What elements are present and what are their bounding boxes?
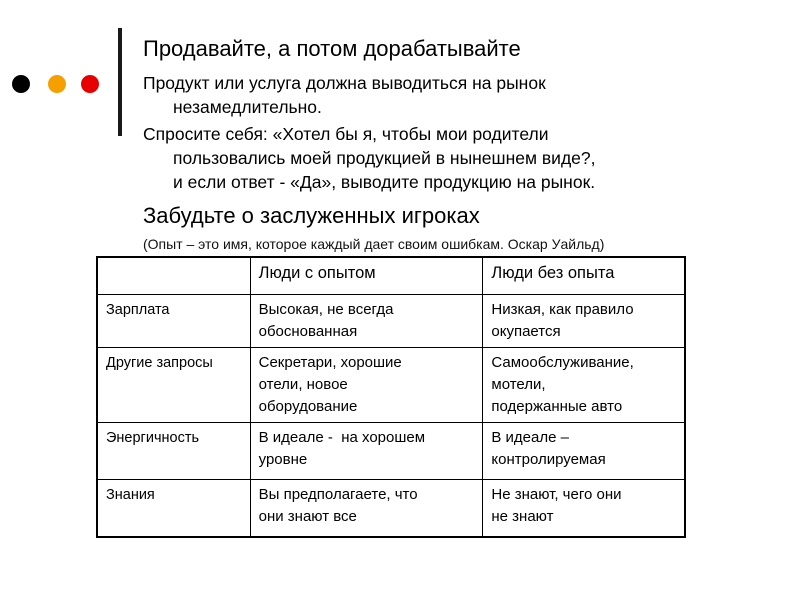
cell-line: не знают: [491, 507, 554, 525]
row-label: Энергичность: [97, 422, 250, 479]
table-row: [97, 479, 685, 537]
red-dot-icon: [81, 75, 99, 93]
table-row: [97, 347, 685, 422]
slide-heading-forget-veterans: Забудьте о заслуженных игроках: [143, 203, 480, 228]
cell-line: Не знают, чего они: [491, 485, 622, 503]
accent-vertical-bar: [118, 28, 122, 136]
cell-experienced: [250, 294, 483, 347]
row-label: Другие запросы: [97, 347, 250, 422]
cell-line: Секретари, хорошие: [258, 353, 402, 371]
black-dot-icon: [12, 75, 30, 93]
cell-line: мотели,: [491, 375, 546, 393]
paragraph-line: Продукт или услуга должна выводиться на рынок: [143, 73, 546, 93]
comparison-table: [96, 256, 686, 538]
cell-line: В идеале - на хорошем: [258, 428, 426, 446]
cell-experienced: [250, 422, 483, 479]
cell-inexperienced: [483, 422, 685, 479]
cell-line: контролируемая: [491, 450, 606, 468]
table-row: [97, 422, 685, 479]
paragraph-launch-immediately: [143, 71, 743, 119]
paragraph-line: и если ответ - «Да», выводите продукцию на рынок.: [173, 172, 596, 192]
cell-line: обоснованная: [258, 322, 358, 340]
cell-line: Высокая, не всегда: [258, 300, 394, 318]
paragraph-line: пользовались моей продукцией в нынешнем виде?,: [173, 148, 596, 168]
cell-line: оборудование: [258, 397, 358, 415]
cell-inexperienced: [483, 347, 685, 422]
cell-inexperienced: [483, 479, 685, 537]
table-row: [97, 294, 685, 347]
cell-experienced: [250, 479, 483, 537]
header-inexperienced: Люди без опыта: [483, 257, 685, 294]
paragraph-line: незамедлительно.: [173, 97, 322, 117]
cell-experienced: [250, 347, 483, 422]
cell-line: отели, новое: [258, 375, 348, 393]
orange-dot-icon: [48, 75, 66, 93]
cell-line: уровне: [258, 450, 308, 468]
cell-inexperienced: [483, 294, 685, 347]
cell-line: Вы предполагаете, что: [258, 485, 418, 503]
table-header-row: [97, 257, 685, 294]
cell-line: подержанные авто: [491, 397, 623, 415]
cell-line: они знают все: [258, 507, 357, 525]
cell-line: окупается: [491, 322, 561, 340]
header-experienced: Люди с опытом: [250, 257, 483, 294]
slide-heading-sell-first: Продавайте, а потом дорабатывайте: [143, 36, 521, 61]
wilde-quote: (Опыт – это имя, которое каждый дает своим ошибкам. Оскар Уайльд): [143, 236, 605, 252]
cell-line: Низкая, как правило: [491, 300, 634, 318]
cell-line: В идеале –: [491, 428, 569, 446]
paragraph-line: Спросите себя: «Хотел бы я, чтобы мои родители: [143, 124, 549, 144]
header-empty-cell: [97, 257, 250, 294]
row-label: Знания: [97, 479, 250, 537]
paragraph-ask-yourself: [143, 122, 743, 194]
cell-line: Самообслуживание,: [491, 353, 634, 371]
row-label: Зарплата: [97, 294, 250, 347]
